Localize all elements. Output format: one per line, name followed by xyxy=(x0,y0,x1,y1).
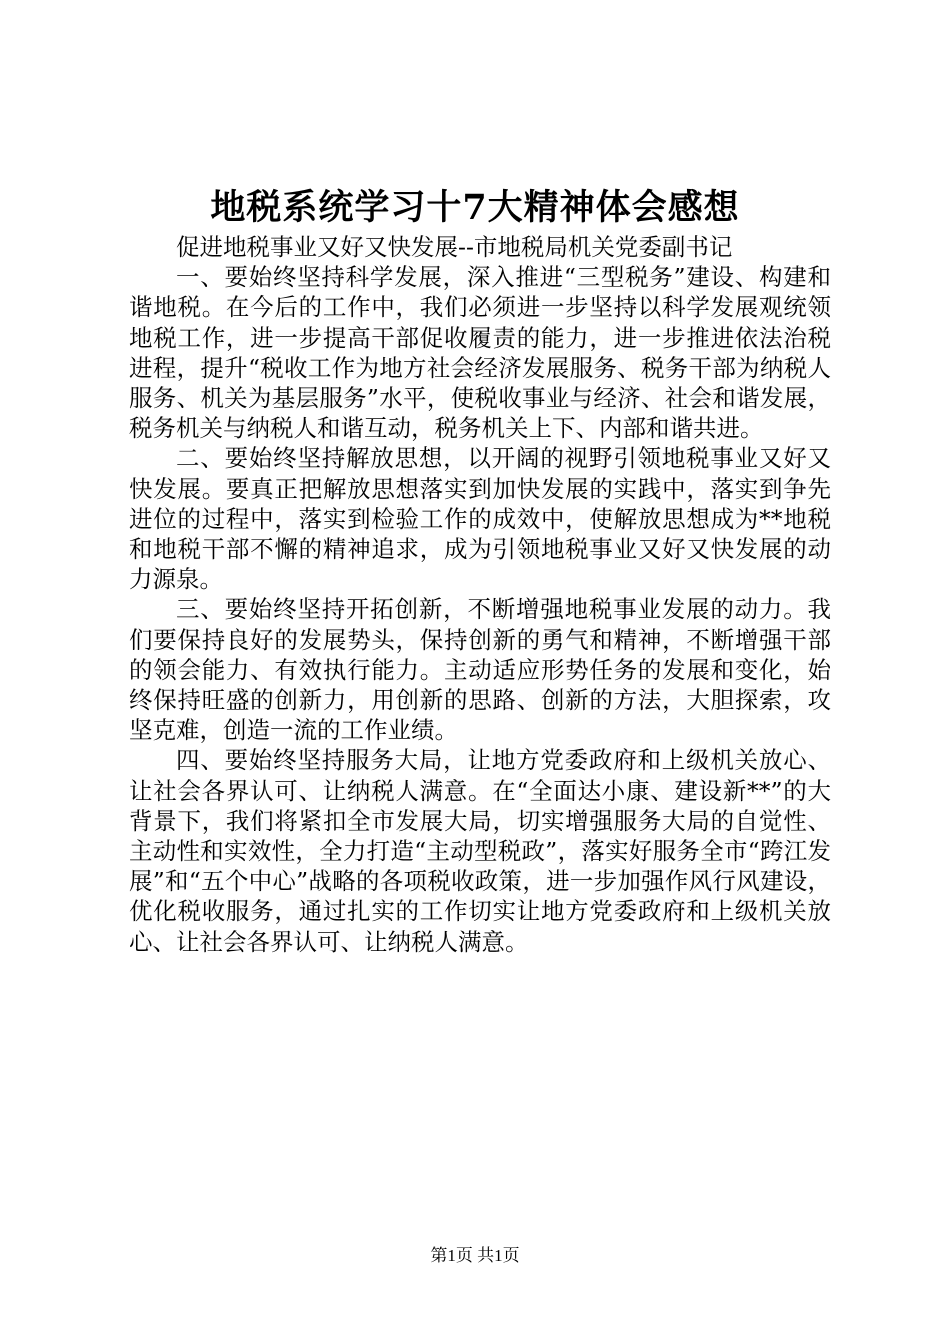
paragraph-2: 二、要始终坚持解放思想，以开阔的视野引领地税事业又好又快发展。要真正把解放思想落实到加快发展的实践中，落实到争先进位的过程中，落实到检验工作的成效中，使解放思想成为**地税和地税干部不懈的精神追求，成为引领地税事业又好又快发展的动力源泉。 xyxy=(129,444,831,594)
page-number-footer: 第1页 共1页 xyxy=(430,1246,520,1265)
paragraph-4: 四、要始终坚持服务大局，让地方党委政府和上级机关放心、让社会各界认可、让纳税人满意。在“全面达小康、建设新**”的大背景下，我们将紧扣全市发展大局，切实增强服务大局的自觉性、主动性和实效性，全力打造“主动型税政”，落实好服务全市“跨江发展”和“五个中心”战略的各项税收政策，进一步加强作风行风建设，优化税收服务，通过扎实的工作切实让地方党委政府和上级机关放心、让社会各界认可、让纳税人满意。 xyxy=(129,746,831,956)
document-body xyxy=(129,232,831,957)
paragraph-1: 一、要始终坚持科学发展，深入推进“三型税务”建设、构建和谐地税。在今后的工作中，我们必须进一步坚持以科学发展观统领地税工作，进一步提高干部促收履责的能力，进一步推进依法治税进程，提升“税收工作为地方社会经济发展服务、税务干部为纳税人服务、机关为基层服务”水平，使税收事业与经济、社会和谐发展，税务机关与纳税人和谐互动，税务机关上下、内部和谐共进。 xyxy=(129,263,831,443)
document-title: 地税系统学习十7大精神体会感想 xyxy=(210,187,740,228)
paragraph-3: 三、要始终坚持开拓创新，不断增强地税事业发展的动力。我们要保持良好的发展势头，保持创新的勇气和精神，不断增强干部的领会能力、有效执行能力。主动适应形势任务的发展和变化，始终保持旺盛的创新力，用创新的思路、创新的方法，大胆探索，攻坚克难，创造一流的工作业绩。 xyxy=(129,595,831,745)
document-subtitle: 促进地税事业又好又快发展--市地税局机关党委副书记 xyxy=(176,233,733,261)
